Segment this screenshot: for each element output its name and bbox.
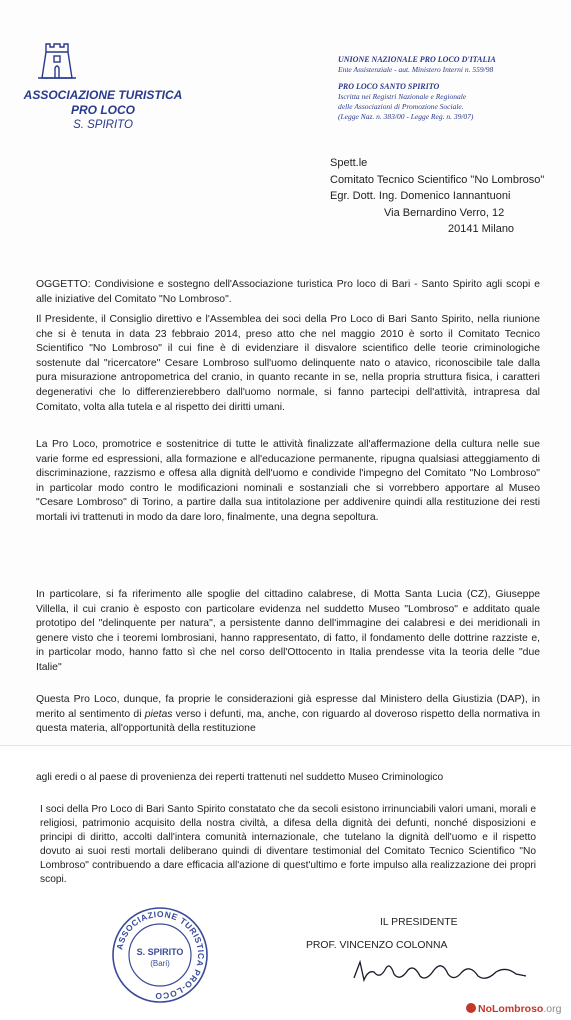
nolombroso-logo-icon: [466, 1003, 476, 1013]
handwritten-signature-icon: [350, 958, 530, 984]
stamp-ring-text: ASSOCIAZIONE TURISTICA PRO-LOCO: [114, 908, 207, 1002]
assoc-line-1: ASSOCIAZIONE TURISTICA: [23, 88, 183, 102]
president-title: IL PRESIDENTE: [380, 917, 458, 928]
assoc-line-3: S. SPIRITO: [73, 119, 133, 131]
body-paragraph-6: I soci della Pro Loco di Bari Santo Spirito constatato che da secoli esistono irrinunciabili valori umani, morali e religiosi, patrimonio acquisito della nostra civiltà, a difesa della dignità dei defunti, nonché disposizioni e principi di diritto, accolti dall'intera comunità internazionale, che tutelano la dignità dell'uomo e il rispetto dovuto ai suoi resti mortali deliberano quindi di diventare testimonial del Comitato Tecnico Scientifico "No Lombroso" contribuendo a dare efficacia all'azione di quest'ultimo e forte impulso alla realizzazione dei propri scopi.: [40, 804, 536, 885]
body-paragraph-1: Il Presidente, il Consiglio direttivo e l'Assemblea dei soci della Pro Loco di Bari Santo Spirito, nella riunione che si è tenuta in data 23 febbraio 2014, preso atto che nel maggio 2010 è sorto il Comitato Tecnico Scientifico "No Lombroso" il cui fine è di evidenziare il disvalore scientifico delle teorie criminologiche sostenute dal "ricercatore" Cesare Lombroso sull'uomo delinquente nato o atavico, riconoscibile tale dalla pura misurazione antropometrica del cranio, in quanto recante in se, nella propria struttura fisica, i caratteri degenerativi che lo differenzierebbero dall'uomo normale, si fanno partecipi dell'attività, intrapresa dal Comitato, volta alla tutela e al rispetto dei diritti umani.: [36, 314, 540, 413]
stamp-center-2: (Bari): [150, 959, 170, 968]
subject-paragraph: OGGETTO: Condivisione e sostegno dell'Associazione turistica Pro loco di Bari - Santo Spirito agli scopi e alle iniziative del Comitato "No Lombroso".: [36, 279, 540, 305]
proloco-sub-1: Iscritta nei Registri Nazionale e Regionale: [338, 92, 467, 101]
recipient-line-1: Spett.le: [330, 157, 368, 169]
letterhead-right: [338, 55, 568, 122]
association-name: [18, 88, 188, 133]
president-name: PROF. VINCENZO COLONNA: [306, 940, 448, 951]
watermark-brand: NoLombroso: [478, 1003, 544, 1015]
proloco-title: PRO LOCO SANTO SPIRITO: [338, 82, 440, 91]
letter-page-2: [0, 745, 571, 1020]
proloco-sub-2: delle Associazioni di Promozione Sociale.: [338, 102, 464, 111]
nolombroso-watermark: [466, 1003, 561, 1015]
recipient-line-5: 20141 Milano: [448, 223, 515, 236]
watermark-tld: .org: [543, 1003, 562, 1015]
recipient-line-2: Comitato Tecnico Scientifico "No Lombroso": [330, 173, 545, 186]
body-paragraph-3: In particolare, si fa riferimento alle spoglie del cittadino calabrese, di Motta Santa Lucia (CZ), Giuseppe Villella, il cui cranio è esposto con particolare evidenza nel suddetto Museo "Lombroso" e additato quale prototipo del "delinquente per natura", a persistente danno dell'immagine dei calabresi e dei meridionali in genere visto che i teoremi lombrosiani, hanno rappresentato, di fatto, il fondamento delle dottrine razziste e, in particolar modo, hanno fatto sì che nel corso dell'Ottocento in Italia prendesse vita la teoria delle "due Italie": [36, 589, 540, 673]
recipient-line-4: Via Bernardino Verro, 12: [384, 206, 505, 219]
body-paragraph-4: [36, 693, 540, 737]
union-title: UNIONE NAZIONALE PRO LOCO D'ITALIA: [338, 55, 496, 64]
p4-end: verso i defunti, ma, anche, con riguardo al doveroso rispetto della normativa in questa materia, all'opportunità della restituzione: [36, 708, 541, 735]
stamp-center-1: S. SPIRITO: [136, 947, 184, 957]
union-subtitle: Ente Assistenziale - aut. Ministero Interni n. 559/98: [338, 65, 494, 74]
recipient-address: [330, 155, 544, 238]
assoc-line-2: PRO LOCO: [70, 103, 135, 117]
p4-pietas: pietas: [144, 708, 173, 720]
recipient-line-3: Egr. Dott. Ing. Domenico Iannantuoni: [330, 190, 511, 203]
association-stamp-icon: [110, 905, 210, 1005]
proloco-sub-3: (Legge Naz. n. 383/00 - Legge Reg. n. 39/07): [338, 112, 474, 121]
body-paragraph-2: La Pro Loco, promotrice e sostenitrice di tutte le attività finalizzate all'affermazione della cultura nelle sue varie forme ed espressioni, alla formazione e all'educazione permanente, ripugna qualsiasi atteggiamento di discriminazione, razzismo e offesa alla dignità dell'uomo e condivide l'impegno del Comitato "No Lombroso" in particolar modo contro le modificazioni nominali e sostanziali che si vorrebbero apportare al Museo "Cesare Lombroso" di Torino, a partire dalla sua intitolazione per addivenire quindi alla restituzione dei resti mortali ivi trattenuti in modo da dare loro, finalmente, una degna sepoltura.: [36, 439, 540, 523]
p4-start: Questa Pro Loco, dunque, fa proprie le considerazioni già espresse dal Ministero della Giustizia (DAP), in merito al sentimento di: [36, 694, 540, 720]
body-paragraph-5: agli eredi o al paese di provenienza dei reperti trattenuti nel suddetto Museo Criminologico: [36, 772, 444, 783]
tower-logo-icon: [36, 32, 78, 80]
